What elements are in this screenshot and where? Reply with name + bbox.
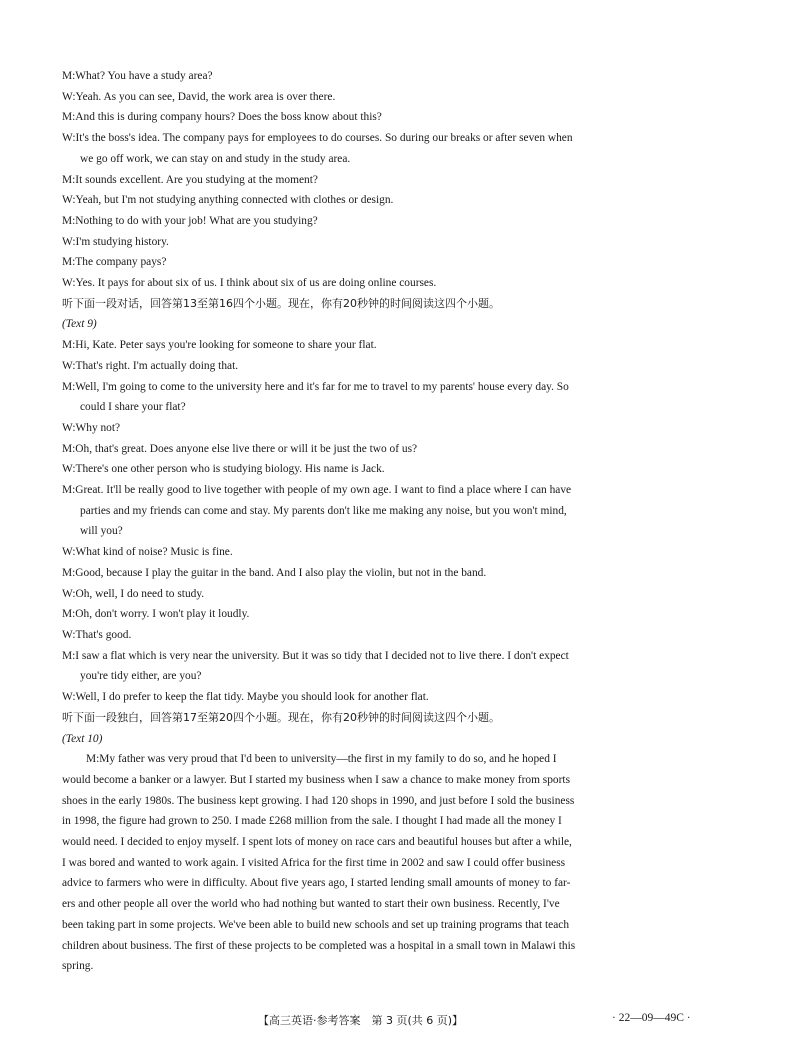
dialogue-line: M:Hi, Kate. Peter says you're looking for someone to share your flat. — [62, 339, 377, 352]
dialogue-line: W:That's good. — [62, 628, 132, 641]
dialogue-line: you're tidy either, are you? — [80, 670, 202, 683]
footer-code: · 22—09—49C · — [612, 1012, 691, 1024]
page-footer — [0, 1012, 794, 1032]
dialogue-text-8 — [62, 66, 674, 294]
dialogue-line: M:Good, because I play the guitar in the band. And I also play the violin, but not in the band. — [62, 566, 487, 579]
dialogue-line: W:Oh, well, I do need to study. — [62, 587, 205, 600]
dialogue-line: W:It's the boss's idea. The company pays for employees to do courses. So during our breaks or after seven when — [62, 132, 573, 145]
dialogue-line: M:Nothing to do with your job! What are you studying? — [62, 214, 318, 227]
monologue-line: advice to farmers who were in difficulty. About five years ago, I started lending small amounts of money to far- — [62, 877, 571, 890]
dialogue-line: M:The company pays? — [62, 256, 167, 269]
dialogue-line: W:Yeah, but I'm not studying anything connected with clothes or design. — [62, 194, 394, 207]
instruction-text-9: 听下面一段对话，回答第13至第16四个小题。现在，你有20秒钟的时间阅读这四个小题。 — [62, 296, 500, 310]
monologue-line: been taking part in some projects. We've been able to build new schools and set up training programs that teach — [62, 918, 570, 931]
dialogue-line: W:Why not? — [62, 421, 121, 434]
dialogue-line: W:Yes. It pays for about six of us. I think about six of us are doing online courses. — [62, 277, 437, 290]
text-10-label: (Text 10) — [62, 732, 103, 745]
dialogue-line: M:What? You have a study area? — [62, 70, 213, 82]
monologue-line: shoes in the early 1980s. The business kept growing. I had 120 shops in 1990, and just before I sold the business — [62, 794, 575, 807]
instruction-text-10: 听下面一段独白，回答第17至第20四个小题。现在，你有20秒钟的时间阅读这四个小题。 — [62, 710, 500, 724]
footer-page-info: 【高三英语·参考答案 第 3 页(共 6 页)】 — [258, 1014, 464, 1027]
dialogue-line: M:Oh, don't worry. I won't play it loudly. — [62, 608, 250, 621]
dialogue-line: M:Oh, that's great. Does anyone else live there or will it be just the two of us? — [62, 442, 418, 455]
dialogue-line: we go off work, we can stay on and study in the study area. — [80, 152, 351, 165]
monologue-line: I was bored and wanted to work again. I visited Africa for the first time in 2002 and saw I could offer business — [62, 856, 566, 869]
monologue-text-10 — [62, 749, 674, 977]
dialogue-line: could I share your flat? — [80, 401, 186, 414]
monologue-line: M:My father was very proud that I'd been to university—the first in my family to do so, and he hoped I — [86, 753, 557, 766]
dialogue-line: M:Great. It'll be really good to live together with people of my own age. I want to find a place where I can have — [62, 484, 572, 497]
dialogue-line: W:I'm studying history. — [62, 235, 169, 248]
monologue-line: would become a banker or a lawyer. But I started my business when I saw a chance to make money from sports — [62, 773, 571, 786]
monologue-line: ers and other people all over the world who had nothing but wanted to start their own business. Recently, I've — [62, 898, 560, 911]
dialogue-line: will you? — [80, 525, 123, 538]
document-page — [62, 66, 674, 977]
dialogue-line: W:Well, I do prefer to keep the flat tidy. Maybe you should look for another flat. — [62, 691, 429, 704]
dialogue-line: parties and my friends can come and stay. My parents don't like me making any noise, but you won't mind, — [80, 504, 567, 517]
dialogue-line: W:There's one other person who is studying biology. His name is Jack. — [62, 463, 385, 476]
monologue-line: children about business. The first of these projects to be completed was a hospital in a small town in Malawi this — [62, 939, 576, 952]
text-9-label: (Text 9) — [62, 318, 97, 331]
dialogue-line: M:It sounds excellent. Are you studying at the moment? — [62, 173, 318, 186]
monologue-line: would need. I decided to enjoy myself. I spent lots of money on race cars and beautiful houses but after a while, — [62, 836, 572, 849]
dialogue-line: W:Yeah. As you can see, David, the work area is over there. — [62, 90, 336, 103]
dialogue-line: W:What kind of noise? Music is fine. — [62, 546, 233, 559]
dialogue-text-9 — [62, 335, 674, 708]
dialogue-line: M:And this is during company hours? Does the boss know about this? — [62, 111, 382, 124]
monologue-line: spring. — [62, 960, 94, 973]
dialogue-line: M:I saw a flat which is very near the university. But it was so tidy that I decided not to live there. I don't expect — [62, 649, 569, 662]
monologue-line: in 1998, the figure had grown to 250. I made £268 million from the sale. I thought I had made all the money I — [62, 815, 562, 828]
dialogue-line: M:Well, I'm going to come to the university here and it's far for me to travel to my parents' house every day. So — [62, 380, 569, 393]
dialogue-line: W:That's right. I'm actually doing that. — [62, 359, 239, 372]
